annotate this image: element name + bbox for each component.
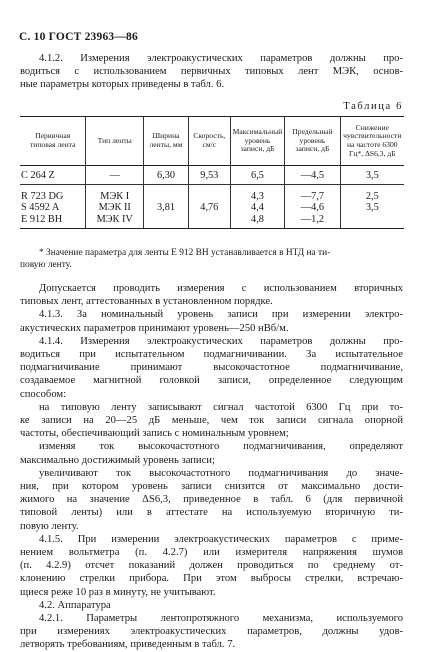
cell-line: 4,3 [251, 191, 264, 203]
text-line: щиеся реже 10 раз в минуту, не учитывают. [20, 586, 216, 598]
text-line: увеличивают ток высокочастотного подмагничивания до значе- [39, 467, 403, 479]
text-line: нением вольтметра (п. 4.2.7) или измерителя напряжения шумов [20, 547, 403, 559]
text-line: 4.1.5. При измерении электроакустических параметров с приме- [39, 533, 403, 545]
cell-line: S 4592 A [21, 202, 60, 214]
table-cell [340, 185, 404, 229]
text-line: изменяя ток высокочастотного подмагничивания, определяют [39, 441, 403, 453]
table-cell [86, 185, 144, 229]
text-line: 4.1.3. За номинальный уровень записи при измерении электро- [39, 309, 403, 321]
text-line: летворять требованиям, приведенным в табл. 7. [20, 639, 236, 651]
text-line: акустических параметров принимают уровень—250 нВб/м. [20, 322, 289, 334]
text-line: способом: [20, 388, 67, 400]
intro-paragraph [20, 52, 403, 92]
table-cell: 4,76 [189, 185, 231, 229]
table-footnote [20, 247, 404, 271]
table-cell: С 264 Z [20, 166, 86, 185]
column-header: Скорость, см/с [189, 117, 231, 166]
table-cell [230, 185, 285, 229]
body-text [20, 282, 403, 652]
table-cell: 3,81 [144, 185, 189, 229]
column-header: Ширина ленты, мм [144, 117, 189, 166]
text-line: 4.1.4. Измерения электроакустических параметров должны про- [39, 335, 403, 347]
text-line: Допускается проводить измерения с использованием вторичных [39, 283, 403, 294]
cell-line: —1,2 [300, 213, 325, 225]
text-line: при измерениях электроакустических параметров, должны удов- [20, 626, 403, 638]
text-line: максимально достижимый уровень записи; [20, 454, 215, 466]
cell-line: —7,7 [300, 191, 325, 203]
table-cell: 9,53 [189, 166, 231, 185]
column-header: Первичная типовая лента [20, 117, 86, 166]
text-line: частоты, обеспечивающий запись с номинальным уровнем; [20, 428, 289, 440]
table-caption: Таблица 6 [343, 101, 403, 112]
text-line: водиться при испытательном подмагничивании. За испытательное [20, 349, 403, 361]
text-line: типовой ленты) или в аттестате на используемую вторичную ти- [20, 507, 403, 519]
text-line: создаваемое магнитной головкой записи, определенное следующим [20, 375, 403, 387]
text-line: ные параметры которых приведены в табл. 6. [20, 79, 225, 91]
section-heading: 4.2. Аппаратура [39, 599, 111, 611]
table-6 [20, 116, 404, 229]
column-header: Предельный уровень записи, дБ [285, 117, 340, 166]
text-line: клонению стрелки прибора. При этом выбросы стрелки, встречаю- [20, 573, 403, 585]
cell-line: E 912 BH [21, 213, 63, 225]
table-cell [20, 185, 86, 229]
text-line: 4.2.1. Параметры лентопротяжного механизма, используемого [39, 613, 403, 625]
table-cell: — [86, 166, 144, 185]
page-header: С. 10 ГОСТ 23963—86 [19, 31, 138, 43]
cell-line: МЭК IV [96, 213, 133, 225]
footnote-line: * Значение параметра для ленты E 912 BH устанавливается в НТД на ти- [39, 248, 331, 258]
text-line: подмагничивание принимают высокочастотное подмагничивание, [20, 362, 403, 374]
footnote-line: повую ленту. [20, 260, 72, 270]
cell-line: R 723 DG [21, 191, 64, 203]
text-line: жимого на значение ΔS6,3, приведенное в табл. 6 (для первичной [20, 494, 403, 506]
text-line: ния, при котором уровень записи снизится от максимально дости- [20, 481, 403, 493]
text-line: ке записи на 20—25 дБ меньше, чем ток записи сигнала опорной [20, 415, 403, 427]
table-row [20, 166, 404, 185]
cell-line: —4,6 [300, 202, 325, 214]
text-line: (п. 4.2.9) отсчет показаний должен проводиться по среднему от- [20, 560, 403, 572]
cell-line: 4,8 [251, 213, 264, 225]
text-line: повую ленту. [20, 520, 79, 532]
table-row-group [20, 185, 404, 229]
column-header: Тип ленты [86, 117, 144, 166]
text-line: водиться с использованием первичных типовых лент МЭК, основ- [20, 66, 403, 78]
table-header-row [20, 117, 404, 166]
cell-line [343, 214, 402, 225]
cell-line: 4,4 [251, 202, 264, 214]
text-line: на типовую ленту записывают сигнал частотой 6300 Гц при то- [39, 401, 403, 413]
cell-line: 3,5 [365, 202, 379, 214]
table-cell: 6,5 [230, 166, 285, 185]
table-cell [285, 185, 340, 229]
column-header: Снижение чувствительности на частоте 6300 Гц*, ΔS6,3, дБ [340, 117, 404, 166]
text-line: типовых лент, аттестованных в установленном порядке. [20, 296, 273, 308]
column-header: Максимальный уровень записи, дБ [230, 117, 285, 166]
cell-line: 2,5 [365, 191, 379, 203]
cell-line: МЭК II [98, 202, 131, 214]
cell-line: МЭК I [100, 191, 130, 203]
table-cell: 6,30 [144, 166, 189, 185]
table-cell: 3,5 [340, 166, 404, 185]
text-line: 4.1.2. Измерения электроакустических параметров должны про- [39, 53, 403, 64]
table-cell: —4,5 [285, 166, 340, 185]
